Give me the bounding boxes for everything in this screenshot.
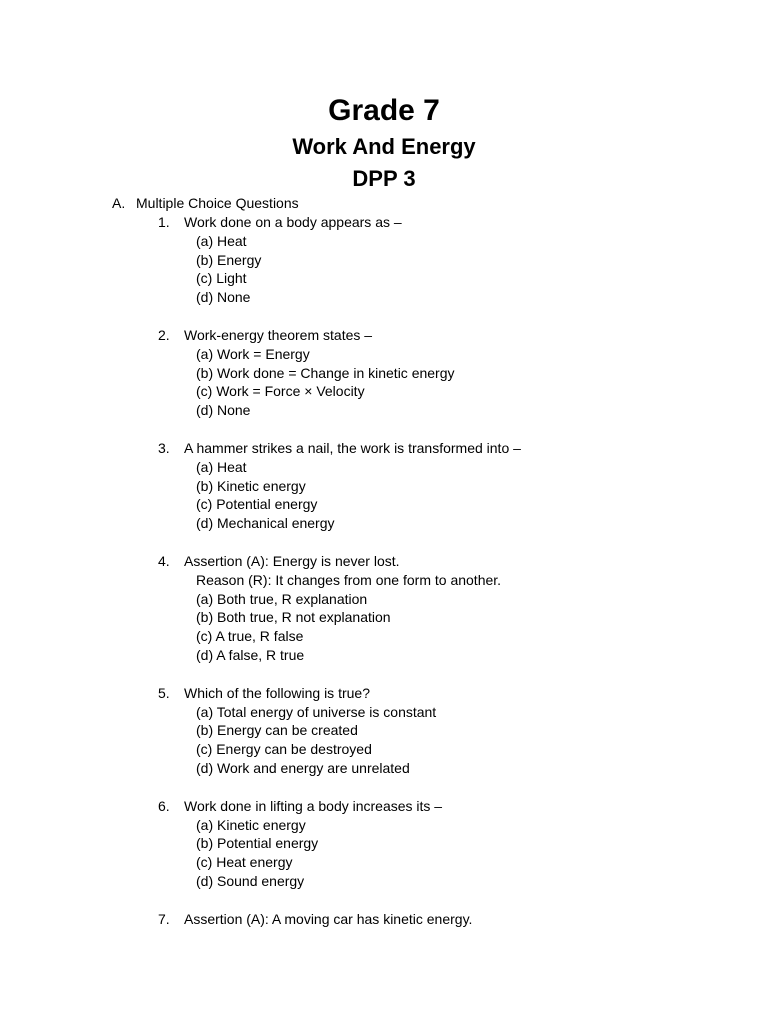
question-line [0, 684, 768, 703]
question-number: 1. [158, 214, 170, 230]
answer-line: (d) Mechanical energy [196, 515, 335, 532]
answer-line: (b) Energy can be created [196, 722, 358, 739]
question-line [0, 213, 768, 232]
answer-line: (a) Work = Energy [196, 345, 310, 362]
answer-line: (b) Potential energy [196, 835, 319, 852]
question-number: 3. [158, 439, 170, 456]
question-text: Work done in lifting a body increases its – [184, 797, 443, 814]
question-item [0, 552, 768, 665]
answer-line: (d) None [196, 289, 251, 306]
answer-line: (c) Work = Force × Velocity [196, 383, 365, 400]
answer-line: (d) Sound energy [196, 872, 305, 889]
answer-line: (a) Both true, R explanation [196, 590, 368, 607]
question-text: Work done on a body appears as – [184, 214, 402, 230]
dpp-title: DPP 3 [352, 166, 416, 191]
question-item [0, 797, 768, 891]
answer-line: (b) Energy [196, 251, 262, 268]
answer-line: (c) Energy can be destroyed [196, 741, 372, 758]
question-item [0, 910, 768, 929]
section-letter: A. [112, 195, 126, 211]
answer-line: (a) Total energy of universe is constant [196, 703, 437, 720]
answer-line: (a) Heat [196, 458, 247, 475]
question-item [0, 439, 768, 533]
answer-line: (c) Light [196, 270, 247, 287]
answer-line: (d) None [196, 402, 251, 419]
answer-line: (a) Heat [196, 232, 247, 249]
question-line [0, 439, 768, 458]
question-text: Work-energy theorem states – [184, 326, 373, 343]
question-number: 7. [158, 910, 170, 927]
answer-line: (d) A false, R true [196, 646, 305, 663]
answer-line: (b) Work done = Change in kinetic energy [196, 364, 455, 381]
question-text: Assertion (A): Energy is never lost. [184, 552, 400, 569]
question-line [0, 910, 768, 929]
question-number: 6. [158, 797, 170, 814]
section-heading [112, 194, 299, 213]
question-line [0, 797, 768, 816]
answer-line: Reason (R): It changes from one form to another. [196, 571, 502, 588]
question-item [0, 684, 768, 778]
answer-line: (b) Both true, R not explanation [196, 609, 391, 626]
answer-line: (c) A true, R false [196, 628, 304, 645]
question-item [0, 326, 768, 420]
question-list [0, 213, 768, 948]
question-item [0, 213, 768, 307]
question-line [0, 326, 768, 345]
question-number: 5. [158, 684, 170, 701]
answer-line: (a) Kinetic energy [196, 816, 306, 833]
question-number: 2. [158, 326, 170, 343]
question-line [0, 552, 768, 571]
question-text: Assertion (A): A moving car has kinetic energy. [184, 910, 473, 927]
subject-title: Work And Energy [292, 134, 476, 159]
answer-line: (d) Work and energy are unrelated [196, 759, 410, 776]
section-title: Multiple Choice Questions [136, 195, 299, 211]
question-text: Which of the following is true? [184, 684, 370, 701]
grade-title: Grade 7 [328, 94, 440, 127]
answer-line: (c) Heat energy [196, 854, 293, 871]
question-number: 4. [158, 552, 170, 569]
question-text: A hammer strikes a nail, the work is transformed into – [184, 439, 521, 456]
answer-line: (c) Potential energy [196, 496, 318, 513]
answer-line: (b) Kinetic energy [196, 477, 306, 494]
